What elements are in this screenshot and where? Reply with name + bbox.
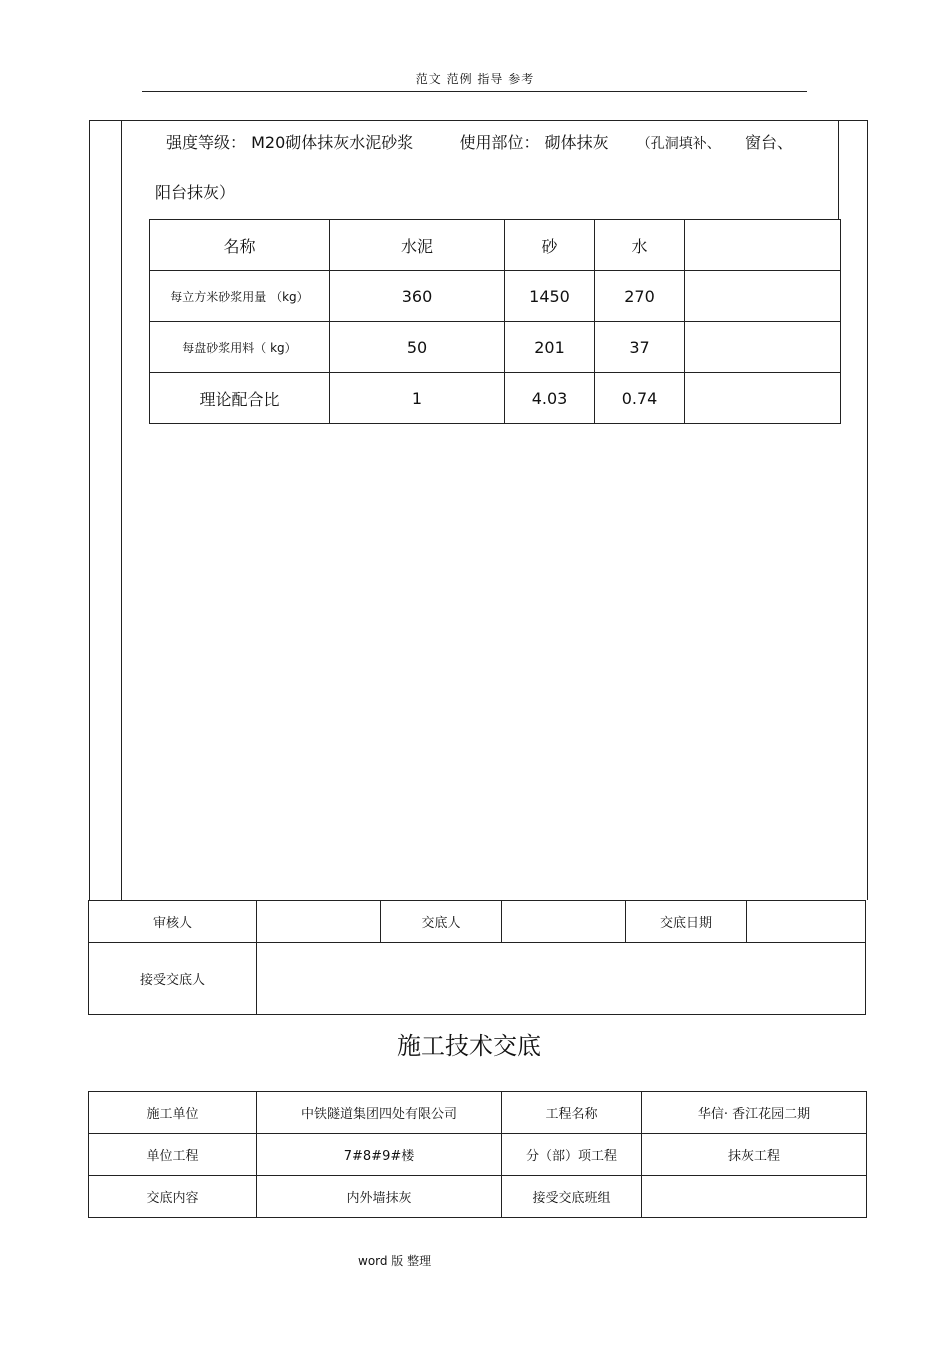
mix-header-cell: 名称 [150,220,330,271]
info-cell: 内外墙抹灰 [257,1176,502,1218]
info-cell: 抹灰工程 [642,1134,867,1176]
mix-row-label: 每立方米砂浆用量 （kg） [150,271,330,322]
receiver-row [89,943,866,1015]
date-label: 交底日期 [626,901,747,943]
usage-label: 使用部位： [459,133,540,152]
signature-table [88,900,866,1015]
usage-value: 砌体抹灰 [544,133,609,152]
strength-value: M20砌体抹灰水泥砂浆 [251,133,414,152]
info-cell: 工程名称 [502,1092,642,1134]
mix-header-cell: 水泥 [330,220,505,271]
mix-header-row [150,220,841,271]
mix-ratio-table [149,219,841,424]
reviewer-value [257,901,381,943]
mix-row-label: 理论配合比 [150,373,330,424]
date-value [747,901,866,943]
mix-cell [685,373,841,424]
frame-right-divider [838,120,839,220]
section-title: 施工技术交底 [397,1032,541,1060]
info-cell: 华信· 香江花园二期 [642,1092,867,1134]
mix-header-cell: 水 [595,220,685,271]
info-cell: 交底内容 [89,1176,257,1218]
usage-detail-2: 窗台、 [744,133,793,152]
table-row [89,1176,867,1218]
briefer-value [502,901,626,943]
info-cell [642,1176,867,1218]
reviewer-label: 审核人 [89,901,257,943]
info-cell: 中铁隧道集团四处有限公司 [257,1092,502,1134]
receiver-label: 接受交底人 [89,943,257,1015]
mix-cell: 0.74 [595,373,685,424]
mix-header-cell [685,220,841,271]
page-header: 范文 范例 指导 参考 [415,72,535,86]
usage-detail: （孔洞填补、 [636,136,721,152]
mix-cell: 1450 [505,271,595,322]
info-cell: 接受交底班组 [502,1176,642,1218]
table-row [150,271,841,322]
frame-left-divider [121,120,122,900]
table-row [89,1134,867,1176]
project-info-table [88,1091,867,1218]
mix-cell: 270 [595,271,685,322]
mix-cell: 50 [330,322,505,373]
mix-cell: 1 [330,373,505,424]
mix-row-label: 每盘砂浆用料（ kg） [150,322,330,373]
mix-header-cell: 砂 [505,220,595,271]
info-cell: 单位工程 [89,1134,257,1176]
receiver-value [257,943,866,1015]
mix-cell [685,322,841,373]
usage-line-2: 阳台抹灰） [155,183,236,202]
info-cell: 施工单位 [89,1092,257,1134]
mix-cell: 37 [595,322,685,373]
mix-cell: 4.03 [505,373,595,424]
strength-spec-line [166,130,793,153]
signature-row [89,901,866,943]
mix-cell [685,271,841,322]
mix-cell: 360 [330,271,505,322]
info-cell: 7#8#9#楼 [257,1134,502,1176]
strength-label: 强度等级： [166,133,247,152]
page-footer: word 版 整理 [358,1254,432,1268]
table-row [150,322,841,373]
info-cell: 分（部）项工程 [502,1134,642,1176]
mix-cell: 201 [505,322,595,373]
header-divider [142,91,807,92]
table-row [150,373,841,424]
briefer-label: 交底人 [381,901,502,943]
table-row [89,1092,867,1134]
